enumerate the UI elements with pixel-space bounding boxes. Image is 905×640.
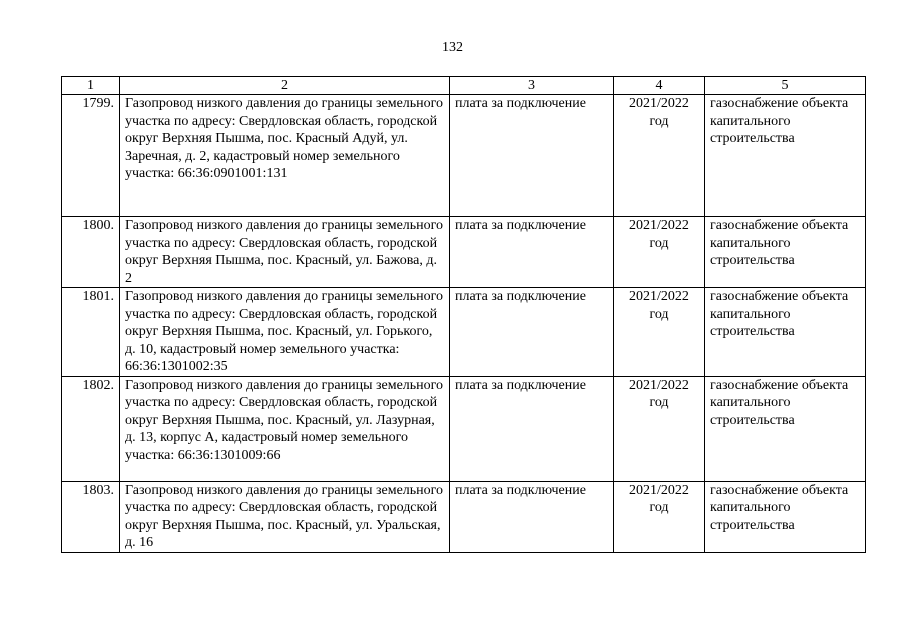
page-number: 132 [442,40,463,55]
column-header-5: 5 [705,77,866,95]
charge-type: плата за подключение [450,481,614,552]
table-header-row [62,77,866,95]
period: 2021/2022 год [614,376,705,481]
purpose: газоснабжение объекта капитального строительства [705,288,866,377]
object-description: Газопровод низкого давления до границы земельного участка по адресу: Свердловская область, городской округ Верхняя Пышма, пос. Красный, ул. Горького, д. 10, кадастровый номер земельного участка: 66:36:1301002:35 [120,288,450,377]
charge-type: плата за подключение [450,288,614,377]
data-table [61,76,866,553]
table-row [62,376,866,481]
object-description: Газопровод низкого давления до границы земельного участка по адресу: Свердловская область, городской округ Верхняя Пышма, пос. Красный, ул. Бажова, д. 2 [120,217,450,288]
table-row [62,288,866,377]
table-row [62,481,866,552]
column-header-1: 1 [62,77,120,95]
object-description: Газопровод низкого давления до границы земельного участка по адресу: Свердловская область, городской округ Верхняя Пышма, пос. Красный, ул. Лазурная, д. 13, корпус А, кадастровый номер земельного участка: 66:36:1301009:66 [120,376,450,481]
purpose: газоснабжение объекта капитального строительства [705,217,866,288]
charge-type: плата за подключение [450,95,614,217]
column-header-3: 3 [450,77,614,95]
period: 2021/2022 год [614,481,705,552]
row-number: 1802. [62,376,120,481]
period: 2021/2022 год [614,95,705,217]
table-row [62,95,866,217]
column-header-2: 2 [120,77,450,95]
column-header-4: 4 [614,77,705,95]
purpose: газоснабжение объекта капитального строительства [705,376,866,481]
charge-type: плата за подключение [450,376,614,481]
table-row [62,217,866,288]
purpose: газоснабжение объекта капитального строительства [705,95,866,217]
object-description: Газопровод низкого давления до границы земельного участка по адресу: Свердловская область, городской округ Верхняя Пышма, пос. Красный Адуй, ул. Заречная, д. 2, кадастровый номер земельного участка: 66:36:0901001:131 [120,95,450,217]
row-number: 1801. [62,288,120,377]
period: 2021/2022 год [614,288,705,377]
object-description: Газопровод низкого давления до границы земельного участка по адресу: Свердловская область, городской округ Верхняя Пышма, пос. Красный, ул. Уральская, д. 16 [120,481,450,552]
row-number: 1800. [62,217,120,288]
period: 2021/2022 год [614,217,705,288]
purpose: газоснабжение объекта капитального строительства [705,481,866,552]
row-number: 1803. [62,481,120,552]
charge-type: плата за подключение [450,217,614,288]
row-number: 1799. [62,95,120,217]
